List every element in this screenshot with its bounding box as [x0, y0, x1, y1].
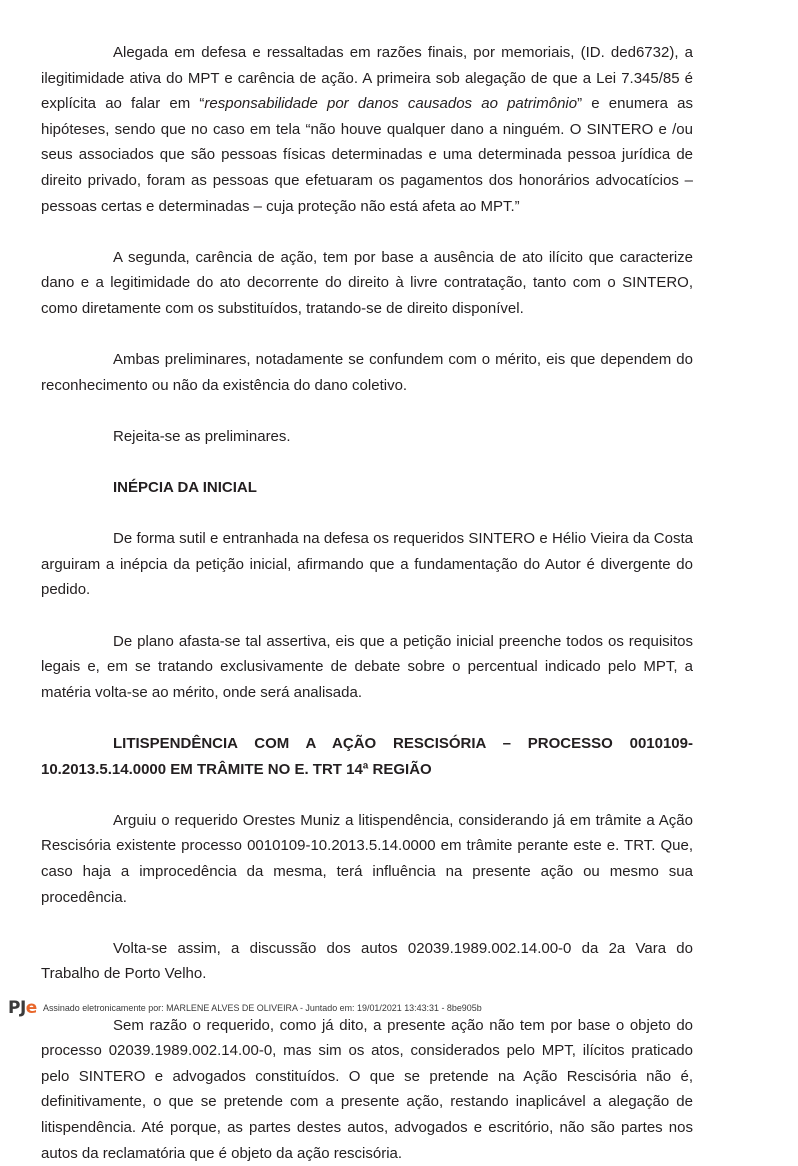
body-paragraph — [41, 526, 693, 603]
heading-text: INÉPCIA DA INICIAL — [113, 479, 257, 497]
text-run: Sem razão o requerido, como já dito, a presente ação não tem por base o objeto do processo 02039.1989.002.14.00-0, mas sim os atos, considerados pelo MPT, ilícitos praticado pelo SINTERO e advogados constituídos. O que se pretende na Ação Rescisória não é, definitivamente, o que se pretende com a presente ação, restando inaplicável a alegação de litispendência. Até porque, as partes destes autos, advogados e escritório, não são partes nos autos da reclamatória que é objeto da ação rescisória. — [41, 1016, 693, 1162]
paragraph-spacer — [41, 910, 693, 936]
paragraph-spacer — [41, 603, 693, 629]
text-run: Rejeita-se as preliminares. — [113, 427, 291, 445]
body-paragraph — [41, 629, 693, 706]
text-run: Alegada em defesa e ressaltadas em razões finais, por memoriais, (ID. ded6732), a ilegitimidade ativa do MPT e carência de ação. A primeira sob alegação de que a Lei 7.345/85 é explícita ao falar em — [41, 44, 693, 113]
body-paragraph — [41, 245, 693, 322]
heading-text: LITISPENDÊNCIA COM A AÇÃO RESCISÓRIA – PROCESSO 0010109-10.2013.5.14.0000 EM TRÂMITE NO E. TRT 14ª REGIÃO — [41, 735, 693, 778]
footer-signature-bar — [8, 1000, 510, 1017]
pje-logo-accent-text: e — [25, 998, 37, 1018]
text-run: Volta-se assim, a discussão dos autos 02039.1989.002.14.00-0 da 2a Vara do Trabalho de Porto Velho. — [41, 939, 693, 983]
signature-text: Assinado eletronicamente por: MARLENE ALVES DE OLIVEIRA - Juntado em: 19/01/2021 13:43:31 - 8be905b — [42, 1002, 482, 1014]
paragraph-spacer — [41, 782, 693, 808]
paragraph-spacer — [41, 219, 693, 245]
text-run: A segunda, carência de ação, tem por base a ausência de ato ilícito que caracterize dano e a legitimidade do ato decorrente do direito à livre contratação, tanto com o SINTERO, como diretamente com os substituídos, tratando-se de direito disponível. — [41, 248, 693, 317]
paragraph-spacer — [41, 501, 693, 527]
pje-logo-icon — [8, 1000, 37, 1017]
text-run: Ambas preliminares, notadamente se confundem com o mérito, eis que dependem do reconhecimento ou não da existência do dano coletivo. — [41, 351, 693, 394]
text-run: De plano afasta-se tal assertiva, eis que a petição inicial preenche todos os requisitos legais e, em se tratando exclusivamente de debate sobre o percentual indicado pelo MPT, a matéria volta-se ao mérito, onde será analisada. — [41, 632, 693, 701]
quoted-italic-text: responsabilidade por danos causados ao patrimônio — [204, 95, 578, 113]
text-run: De forma sutil e entranhada na defesa os requeridos SINTERO e Hélio Vieira da Costa arguiram a inépcia da petição inicial, afirmando que a fundamentação do Autor é divergente do pedido. — [41, 530, 693, 599]
text-run: “ — [199, 95, 205, 113]
body-paragraph — [41, 808, 693, 910]
section-heading — [41, 475, 693, 501]
text-run: e enumera as hipóteses, sendo que no caso em tela “não houve qualquer dano a ninguém. O SINTERO e /ou seus associados que são pessoas físicas determinadas e uma determinada pessoa jurídica de direito privado, foram as pessoas que efetuaram os pagamentos dos honorários advocatícios – pessoas certas e determinadas – cuja proteção não está afeta ao MPT.” — [41, 95, 694, 215]
text-run: Arguiu o requerido Orestes Muniz a litispendência, considerando já em trâmite a Ação Rescisória existente processo 0010109-10.2013.5.14.0000 em trâmite perante este e. TRT. Que, caso haja a improcedência da mesma, terá influência na presente ação ou mesmo sua procedência. — [41, 811, 693, 906]
body-paragraph — [41, 40, 693, 219]
text-run: ” — [577, 95, 583, 113]
paragraph-spacer — [41, 398, 693, 424]
body-paragraph — [41, 424, 693, 450]
paragraph-spacer — [41, 705, 693, 731]
body-paragraph — [41, 347, 693, 398]
paragraph-spacer — [41, 322, 693, 348]
paragraph-spacer — [41, 450, 693, 476]
pje-logo-dark-text: PJ — [8, 998, 26, 1018]
section-heading — [41, 731, 693, 782]
document-footer — [0, 980, 798, 1024]
body-paragraph — [41, 1013, 693, 1166]
